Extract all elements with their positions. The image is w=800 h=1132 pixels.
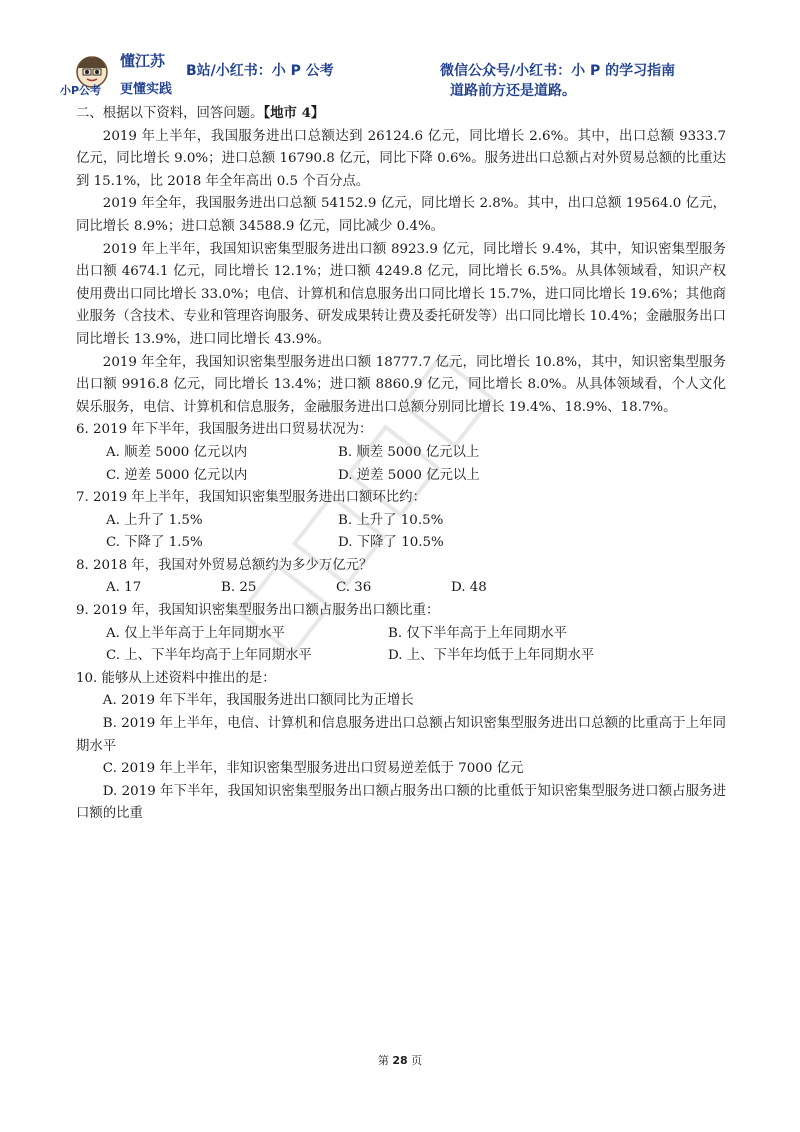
question-10-option-a: A. 2019 年下半年，我国服务进出口额同比为正增长 bbox=[102, 693, 414, 709]
question-8-option-c: C. 36 bbox=[336, 580, 372, 596]
page-number-suffix: 页 bbox=[411, 1054, 423, 1067]
header-slogan: 道路前方还是道路。 bbox=[450, 83, 576, 99]
question-9-option-a: A. 仅上半年高于上年同期水平 bbox=[106, 625, 285, 641]
document-body bbox=[76, 102, 726, 826]
question-10-option-c: C. 2019 年上半年，非知识密集型服务进出口贸易逆差低于 7000 亿元 bbox=[102, 761, 524, 777]
page-number-prefix: 第 bbox=[377, 1054, 389, 1067]
material-paragraph-1: 2019 年上半年，我国服务进出口总额达到 26124.6 亿元，同比增长 2.6%。其中，出口总额 9333.7 亿元，同比增长 9.0%；进口总额 16790.8 亿元，同比下降 0.6%。服务进出口总额占对外贸易总额的比重达到 15.1%，比 2018 年全年高出 0.5 个百分点。 bbox=[76, 128, 726, 189]
question-8-option-a: A. 17 bbox=[106, 580, 142, 596]
question-8-options bbox=[106, 577, 726, 600]
question-8-option-d: D. 48 bbox=[451, 580, 487, 596]
question-6-option-c: C. 逆差 5000 亿元以内 bbox=[106, 467, 248, 483]
question-7-option-b: B. 上升了 10.5% bbox=[338, 512, 444, 528]
question-10-option-b: B. 2019 年上半年，电信、计算机和信息服务进出口总额占知识密集型服务进出口总额的比重高于上年同期水平 bbox=[76, 716, 726, 754]
page-footer bbox=[0, 1052, 800, 1068]
material-paragraph-4: 2019 年全年，我国知识密集型服务进出口额 18777.7 亿元，同比增长 10.8%，其中，知识密集型服务出口额 9916.8 亿元，同比增长 13.4%；进口额 8860.9 亿元，同比增长 8.0%。从具体领域看，个人文化娱乐服务，电信、计算机和信息服务，金融服务进出口总额分别同比增长 19.4%、18.9%、18.7%。 bbox=[76, 354, 726, 415]
question-7-options bbox=[106, 510, 726, 555]
question-6-option-b: B. 顺差 5000 亿元以上 bbox=[338, 444, 480, 460]
material-paragraph-3: 2019 年上半年，我国知识密集型服务进出口额 8923.9 亿元，同比增长 9.4%，其中，知识密集型服务出口额 4674.1 亿元，同比增长 12.1%；进口额 4249.8 亿元，同比增长 6.5%。从具体领域看，知识产权使用费出口同比增长 33.0%；电信、计算机和信息服务出口同比增长 15.7%，进口同比增长 19.6%；其他商业服务（含技术、专业和管理咨询服务、研发成果转让费及委托研发等）出口同比增长 10.4%；金融服务出口同比增长 13.9%，进口同比增长 43.9%。 bbox=[76, 241, 726, 347]
question-8-stem: 8. 2018 年，我国对外贸易总额约为多少万亿元？ bbox=[76, 557, 373, 573]
question-9-option-d: D. 上、下半年均低于上年同期水平 bbox=[388, 648, 595, 664]
header-wechat-handle: 微信公众号/小红书：小 P 的学习指南 bbox=[440, 63, 676, 79]
question-9-option-b: B. 仅下半年高于上年同期水平 bbox=[388, 625, 568, 641]
question-7-option-c: C. 下降了 1.5% bbox=[106, 535, 203, 551]
question-7-stem: 7. 2019 年上半年，我国知识密集型服务进出口额环比约： bbox=[76, 490, 426, 506]
logo-caption-1: 懂江苏 bbox=[120, 52, 166, 70]
logo-brand: 小P公考 bbox=[60, 84, 102, 97]
question-9-stem: 9. 2019 年，我国知识密集型服务出口额占服务出口额比重： bbox=[76, 603, 440, 619]
material-paragraph-2: 2019 年全年，我国服务进出口总额 54152.9 亿元，同比增长 2.8%。其中，出口总额 19564.0 亿元，同比增长 8.9%；进口总额 34588.9 亿元，同比减少 0.4%。 bbox=[76, 196, 726, 234]
question-6-options bbox=[106, 442, 726, 487]
question-10-option-d: D. 2019 年下半年，我国知识密集型服务出口额占服务出口额的比重低于知识密集型服务进口额占服务进口额的比重 bbox=[76, 783, 726, 822]
page-header bbox=[0, 0, 800, 110]
question-6-stem: 6. 2019 年下半年，我国服务进出口贸易状况为： bbox=[76, 422, 373, 438]
section-title-text: 二、根据以下资料，回答问题。 bbox=[76, 106, 264, 121]
question-7-option-a: A. 上升了 1.5% bbox=[106, 512, 203, 528]
question-9-option-c: C. 上、下半年均高于上年同期水平 bbox=[106, 648, 312, 664]
question-7-option-d: D. 下降了 10.5% bbox=[338, 535, 444, 551]
question-9-options bbox=[106, 623, 726, 668]
question-8-option-b: B. 25 bbox=[221, 580, 257, 596]
page-number: 28 bbox=[392, 1054, 408, 1067]
logo-caption-2: 更懂实践 bbox=[120, 82, 173, 97]
section-tag: 【地市 4】 bbox=[263, 105, 325, 121]
section-title bbox=[76, 102, 726, 126]
question-6-option-d: D. 逆差 5000 亿元以上 bbox=[338, 467, 480, 483]
header-bilibili-handle: B站/小红书：小 P 公考 bbox=[186, 63, 334, 79]
question-6-option-a: A. 顺差 5000 亿元以内 bbox=[106, 444, 248, 460]
question-10-stem: 10. 能够从上述资料中推出的是： bbox=[76, 670, 276, 686]
